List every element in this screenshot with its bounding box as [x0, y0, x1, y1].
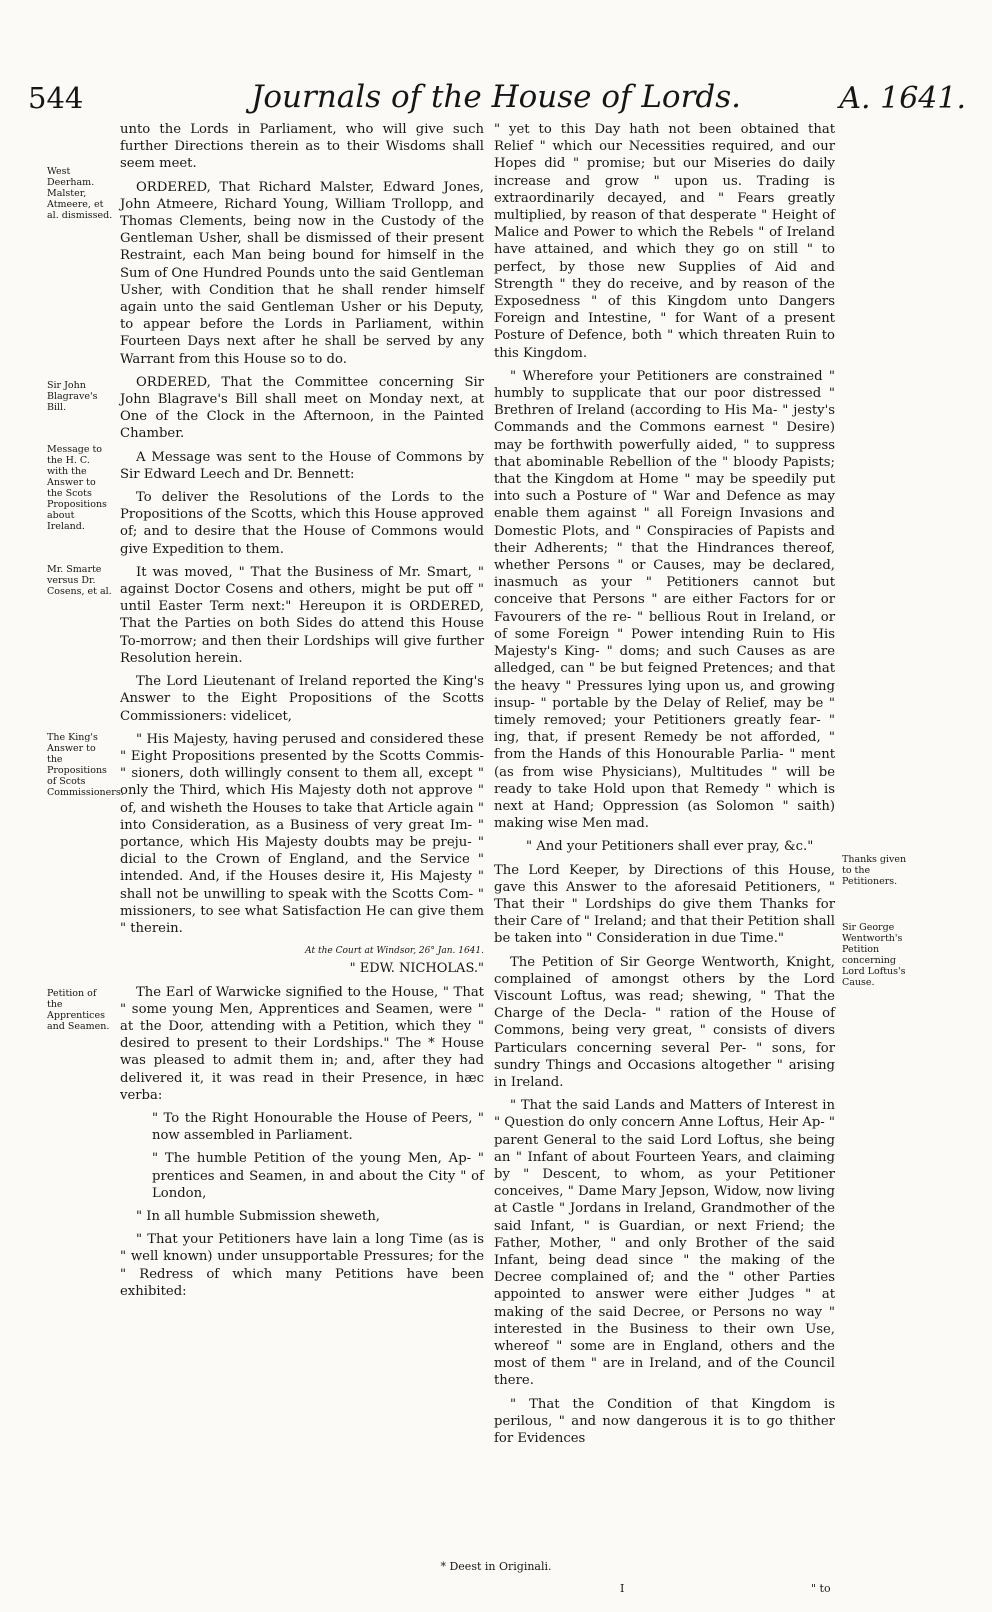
paragraph: " His Majesty, having perused and considered these " Eight Propositions presented by the Scotts Commis- " sioners, doth willingly consent to them all, except " only the Third, which His Majesty doth not approve " of, and wisheth the Houses to take that Article again " into Consideration, as a Business of very great Im- " portance, which His Majesty doubts may be preju- " dicial to the Crown of England, and the Service " intended. And, if the Houses desire it, His Majesty " shall not be unwilling to speak with the Scotts Com- " missioners, to see what Satisfaction He can give them " therein. — [120, 731, 484, 936]
paragraph: unto the Lords in Parliament, who will give such further Directions therein as to their Wisdoms shall seem meet. — [120, 122, 484, 172]
signature-block — [120, 943, 484, 977]
paragraph: " In all humble Submission sheweth, — [136, 1208, 381, 1224]
right-column — [494, 121, 835, 1453]
paragraph: ORDERED, That the Committee concerning Sir John Blagrave's Bill shall meet on Monday next, at One of the Clock in the Afternoon, in the Painted Chamber. — [120, 374, 484, 442]
court-date: At the Court at Windsor, 26° Jan. 1641. — [305, 946, 484, 957]
margin-note: West Deerham. Malster, Atmeere, et al. dismissed. — [47, 166, 113, 221]
page-number: 544 — [28, 81, 84, 115]
signature: " EDW. NICHOLAS." — [349, 961, 484, 977]
paragraph: " That your Petitioners have lain a long Time (as is " well known) under unsupportable Pressures; for the " Redress of which many Petitions have been exhibited: — [120, 1232, 484, 1299]
paragraph: " That the Condition of that Kingdom is perilous, " and now dangerous it is to go thither for Evidences — [494, 1396, 835, 1447]
footnote: * Deest in Originali. — [440, 1560, 552, 1573]
margin-note: Petition of the Apprentices and Seamen. — [47, 988, 110, 1032]
paragraph: ORDERED, That Richard Malster, Edward Jones, John Atmeere, Richard Young, William Trollopp, and Thomas Clements, being now in the Custody of the Gentleman Usher, shall be dismissed of their present Restraint, each Man being bound for himself in the Sum of One Hundred Pounds unto the said Gentleman Usher, with Condition that he shall render himself again unto the said Gentleman Usher or his Deputy, to appear before the Lords in Parliament, within Fourteen Days next after he shall be served by any Warrant from this House so to do. — [120, 179, 484, 367]
signature-mark: I — [620, 1582, 625, 1595]
paragraph: A Message was sent to the House of Commons by Sir Edward Leech and Dr. Bennett: — [120, 449, 484, 482]
margin-note: The King's Answer to the Propositions of Scots Commissioners. — [47, 732, 124, 798]
margin-note: Mr. Smarte versus Dr. Cosens, et al. — [47, 564, 112, 597]
paragraph: " yet to this Day hath not been obtained that Relief " which our Necessities required, and our Hopes did " promise; but our Miseries do daily increase and grow " upon us. Trading is extraordinarily decayed, and " Fears greatly multiplied, by reason of that desperate " Height of Malice and Power to which the Rebels " of Ireland have attained, and which they go on still " to perfect, by those new Supplies of Aid and Strength " they do receive, and by reason of the Exposedness " of this Kingdom unto Dangers Foreign and Intestine, " for Want of a present Posture of Defence, both " which threaten Ruin to this Kingdom. — [494, 122, 835, 361]
paragraph: It was moved, " That the Business of Mr. Smart, " against Doctor Cosens and others, might be put off " until Easter Term next:" Hereupon it is ORDERED, That the Parties on both Sides do attend this House To-morrow; and then their Lordships will give further Resolution herein. — [120, 564, 484, 666]
margin-note: Thanks given to the Petitioners. — [842, 854, 907, 887]
paragraph: " And your Petitioners shall ever pray, &c." — [526, 839, 814, 855]
margin-note: Sir John Blagrave's Bill. — [47, 380, 98, 413]
margin-note: Message to the H. C. with the Answer to the Scots Propositions about Ireland. — [47, 444, 107, 532]
running-title: Journals of the House of Lords. — [250, 79, 742, 115]
paragraph: " Wherefore your Petitioners are constrained " humbly to supplicate that our poor distressed " Brethren of Ireland (according to His Ma- " jesty's Commands and the Commons earnest " Desire) may be forthwith powerfully aided, " to suppress that abominable Rebellion of the " bloody Papists; that the Kingdom at Home " may be speedily put into such a Posture of " War and Defence as may enable them against " all Foreign Invasions and Domestic Plots, and " Conspiracies of Papists and their Adherents; " that the Hindrances thereof, whether Persons " or Causes, may be declared, inasmuch as your " Petitioners cannot but conceive that Persons " are either Factors for or Favourers of the re- " bellious Rout in Ireland, or of some Foreign " Power intending Ruin to His Majesty's King- " doms; and such Causes as are alledged, can " be but feigned Pretences; and that the heavy " Pressures lying upon us, and growing insup- " portable by the Delay of Relief, may be " timely removed; your Petitioners greatly fear- " ing, that, if present Remedy be not afforded, " from the Hands of this Honourable Parlia- " ment (as from wise Physicians), Multitudes " will be ready to take Hold upon that Remedy " which is next at Hand; Oppression (as Solomon " saith) making wise Men mad. — [494, 368, 835, 832]
catchword: " to — [811, 1582, 831, 1595]
year-label: A. 1641. — [839, 81, 966, 116]
margin-note: Sir George Wentworth's Petition concerning Lord Loftus's Cause. — [842, 922, 906, 988]
left-column — [120, 121, 484, 1306]
paragraph: " The humble Petition of the young Men, Ap- " prentices and Seamen, in and about the City " of London, — [152, 1151, 484, 1201]
paragraph: The Lord Lieutenant of Ireland reported the King's Answer to the Eight Propositions of the Scotts Commissioners: videlicet, — [120, 674, 484, 724]
paragraph: The Earl of Warwicke signified to the House, " That " some young Men, Apprentices and Seamen, were " at the Door, attending with a Petition, which they " desired to present to their Lordships." The * House was pleased to admit them in; and, after they had delivered it, it was read in their Presence, in hæc verba: — [120, 984, 484, 1103]
paragraph: To deliver the Resolutions of the Lords to the Propositions of the Scotts, which this House approved of; and to desire that the House of Commons would give Expedition to them. — [120, 490, 484, 557]
paragraph: The Lord Keeper, by Directions of this House, gave this Answer to the aforesaid Petitioners, " That their " Lordships do give them Thanks for their Care of " Ireland; and that their Petition shall be taken into " Consideration in due Time." — [494, 862, 835, 947]
paragraph: " That the said Lands and Matters of Interest in " Question do only concern Anne Loftus, Heir Ap- " parent General to the said Lord Loftus, she being an " Infant of about Fourteen Years, and claiming by " Descent, to whom, as your Petitioner conceives, " Dame Mary Jepson, Widow, now living at Castle " Jordans in Ireland, Grandmother of the said Infant, " is Guardian, or next Friend; the Father, Mother, " and only Brother of the said Infant, being dead since " the making of the Decree complained of; and the " other Parties appointed to answer were either Judges " at making of the said Decree, or Persons no way " interested in the Business to their own Use, whereof " some are in England, others and the most of them " are in Ireland, and of the Council there. — [494, 1098, 835, 1389]
page-header — [0, 75, 992, 125]
paragraph: The Petition of Sir George Wentworth, Knight, complained of amongst others by the Lord Viscount Loftus, was read; shewing, " That the Charge of the Decla- " ration of the House of Commons, being very great, " consists of divers Particulars concerning several Per- " sons, for sundry Things and Occasions altogether " arising in Ireland. — [494, 954, 835, 1090]
paragraph: " To the Right Honourable the House of Peers, " now assembled in Parliament. — [152, 1110, 484, 1144]
